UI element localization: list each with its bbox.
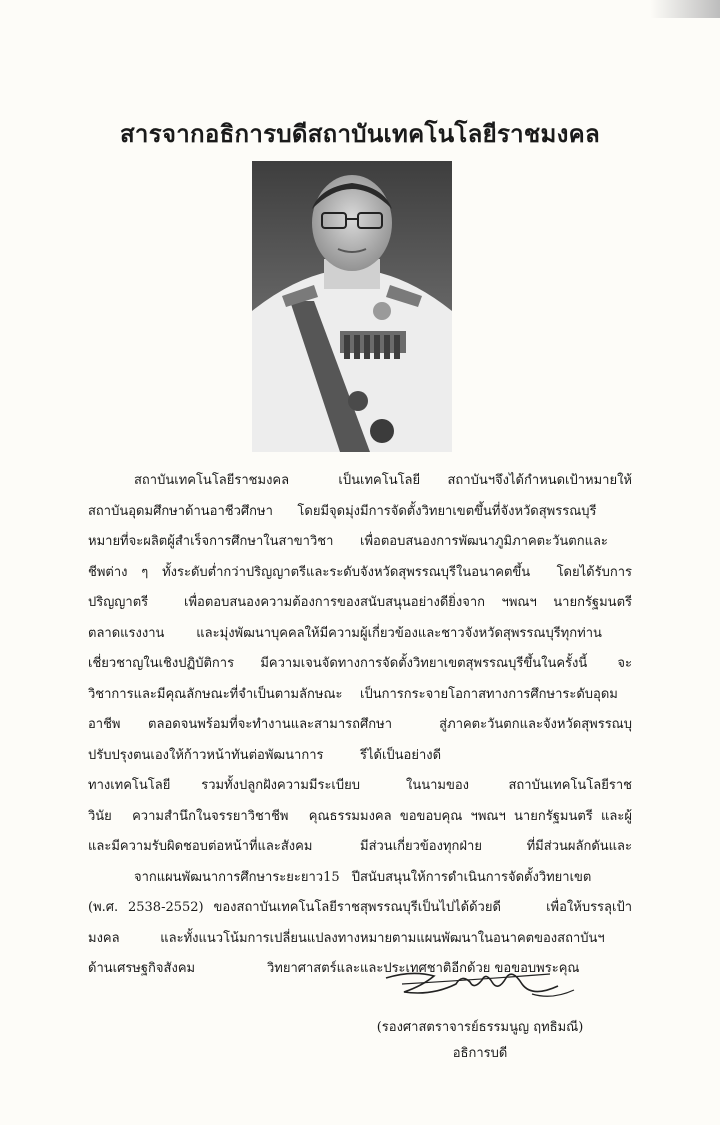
- text-line: ตลาดแรงงาน และมุ่งพัฒนาบุคคลให้มีความ: [88, 625, 360, 641]
- text-line: อาชีพ ตลอดจนพร้อมที่จะทำงานและสามารถ: [88, 717, 360, 732]
- text-line: มีส่วนเกี่ยวข้องทุกฝ่าย ที่มีส่วนผลักดันและ: [360, 839, 632, 854]
- text-line: สถาบันเทคโนโลยีราชมงคล เป็น: [134, 473, 360, 488]
- text-line: ศึกษา สู่ภาคตะวันตกและจังหวัดสุพรรณบุ: [360, 717, 632, 732]
- text-line: ผู้เกี่ยวข้องและชาวจังหวัดสุพรรณบุรีทุกท่าน: [360, 625, 602, 641]
- handwritten-signature: [382, 960, 582, 1010]
- text-line: มีการจัดตั้งวิทยาเขตขึ้นที่จังหวัดสุพรรณบุรี: [360, 503, 597, 519]
- text-line: จากแผนพัฒนาการศึกษาระยะยาว15 ปี: [134, 869, 360, 885]
- rector-portrait-photo: [252, 161, 452, 452]
- text-line: เป็นการกระจายโอกาสทางการศึกษาระดับอุดม: [360, 686, 618, 702]
- text-line: เพื่อตอบสนองการพัฒนาภูมิภาคตะวันตกและ: [360, 534, 608, 549]
- signatory-name: (รองศาสตราจารย์ธรรมนูญ ฤทธิมณี): [376, 1020, 584, 1035]
- text-line: ปริญญาตรี เพื่อตอบสนองความต้องการของ: [88, 595, 360, 610]
- text-line: มงคล และทั้งแนวโน้มการเปลี่ยนแปลงทาง: [88, 930, 360, 946]
- text-line: จังหวัดสุพรรณบุรีในอนาคตขึ้น โดยได้รับการ: [360, 564, 632, 580]
- text-line: สนับสนุนให้การดำเนินการจัดตั้งวิทยาเขต: [360, 869, 592, 885]
- text-line: ด้านเศรษฐกิจสังคม วิทยาศาสตร์และ: [88, 961, 360, 976]
- text-line: ทางเทคโนโลยี รวมทั้งปลูกฝังความมีระเบียบ: [88, 778, 360, 793]
- text-line: วินัย ความสำนึกในจรรยาวิชาชีพ คุณธรรม: [88, 808, 360, 824]
- text-line: มงคล ขอขอบคุณ ฯพณฯ นายกรัฐมนตรี และผู้: [360, 808, 632, 824]
- text-line: และประเทศชาติอีกด้วย ขอขอบพระคุณ: [360, 961, 580, 976]
- paragraph: [88, 863, 360, 985]
- text-line: เทคโนโลยี สถาบันฯจึงได้กำหนดเป้าหมายให้: [360, 473, 632, 488]
- paragraph: [360, 771, 632, 985]
- text-line: สุพรรณบุรีเป็นไปได้ด้วยดี เพื่อให้บรรลุเป้า: [360, 900, 632, 915]
- text-line: วิชาการและมีคุณลักษณะที่จำเป็นตามลักษณะ: [88, 686, 343, 702]
- text-line: เชี่ยวชาญในเชิงปฏิบัติการ มีความเจนจัดทาง: [88, 656, 360, 671]
- text-line: ชีพต่าง ๆ ทั้งระดับต่ำกว่าปริญญาตรีและระดับ: [88, 564, 360, 580]
- right-text-column: [360, 466, 632, 985]
- signatory-position: อธิการบดี: [452, 1046, 508, 1061]
- text-line: หมายตามแผนพัฒนาในอนาคตของสถาบันฯ: [360, 930, 605, 946]
- page-edge-shadow: [650, 0, 720, 18]
- paragraph: [360, 466, 632, 771]
- text-line: หมายที่จะผลิตผู้สำเร็จการศึกษาในสาขาวิชา: [88, 534, 334, 549]
- text-line: สถาบันอุดมศึกษาด้านอาชีวศึกษา โดยมีจุดมุ่ง: [88, 503, 360, 519]
- text-line: และมีความรับผิดชอบต่อหน้าที่และสังคม: [88, 839, 313, 854]
- text-line: (พ.ศ. 2538-2552) ของสถาบันเทคโนโลยีราช: [88, 900, 360, 915]
- text-line: สนับสนุนอย่างดียิ่งจาก ฯพณฯ นายกรัฐมนตรี: [360, 595, 632, 610]
- text-line: ปรับปรุงตนเองให้ก้าวหน้าทันต่อพัฒนาการ: [88, 747, 324, 763]
- text-line: รีได้เป็นอย่างดี: [360, 747, 442, 763]
- left-text-column: [88, 466, 360, 985]
- text-line: ในนามของ สถาบันเทคโนโลยีราช: [406, 778, 632, 793]
- page-title: สารจากอธิการบดีสถาบันเทคโนโลยีราชมงคล: [119, 119, 601, 148]
- paragraph: [88, 466, 360, 863]
- text-line: การจัดตั้งวิทยาเขตสุพรรณบุรีขึ้นในครั้งนี้ จะ: [360, 656, 632, 671]
